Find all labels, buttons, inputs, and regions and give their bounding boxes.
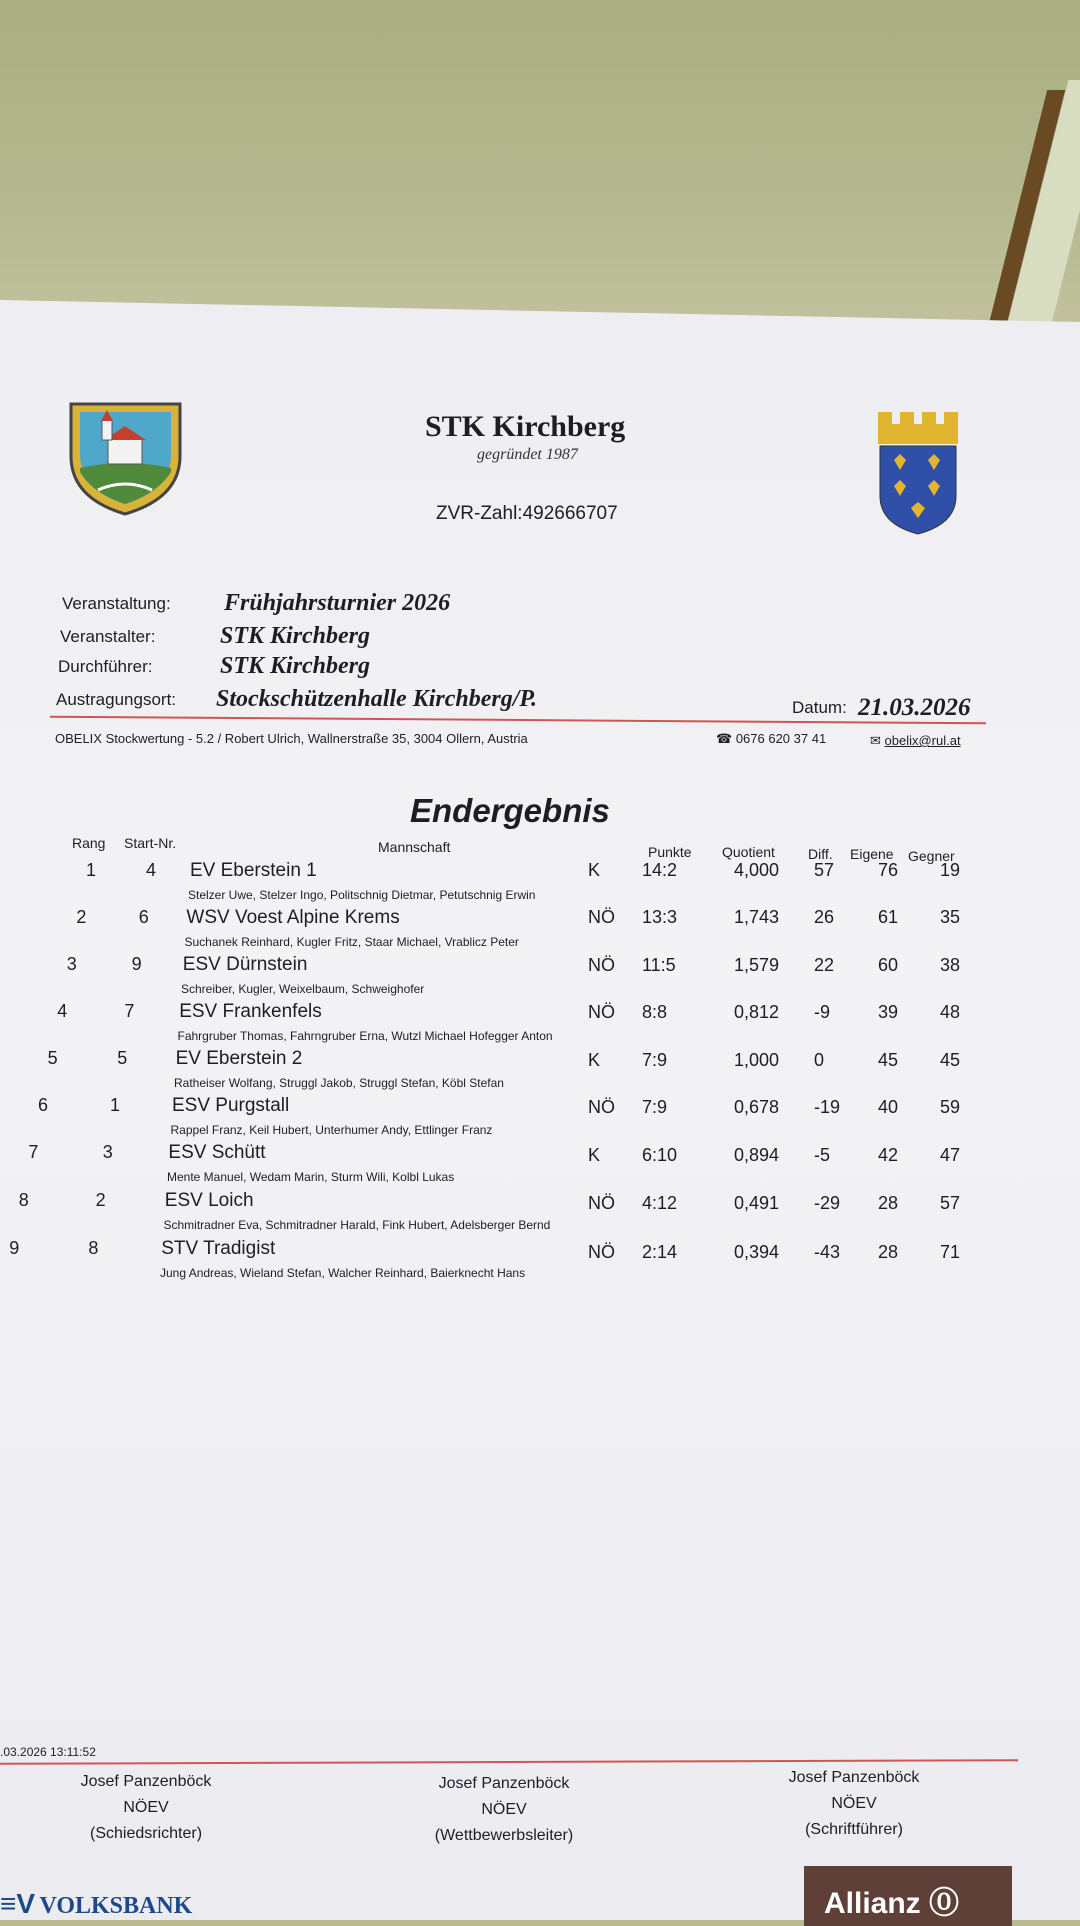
volksbank-label: VOLKSBANK	[39, 1893, 193, 1919]
signature-wettbewerbsleiter	[394, 1771, 614, 1849]
result-punkte: 2:14	[642, 1241, 678, 1262]
result-gegner: 38	[940, 954, 961, 975]
result-team: EV Eberstein 1	[190, 860, 317, 881]
phone-contact	[716, 731, 826, 747]
allianz-label: Allianz	[824, 1887, 921, 1920]
result-rang: 5	[47, 1048, 58, 1068]
team-members: Stelzer Uwe, Stelzer Ingo, Politschnig Dietmar, Petutschnig Erwin	[188, 888, 536, 902]
print-timestamp: .03.2026 13:11:52	[0, 1745, 96, 1759]
austragungsort-label: Austragungsort:	[56, 690, 177, 709]
signature-schriftfuehrer	[744, 1765, 964, 1843]
background-wall	[0, 0, 1080, 340]
result-eigene: 28	[878, 1241, 899, 1262]
result-diff: -29	[814, 1193, 841, 1214]
result-start: 8	[88, 1238, 99, 1258]
result-punkte: 6:10	[642, 1144, 678, 1165]
result-punkte: 7:9	[642, 1097, 668, 1118]
signature-org: NÖEV	[123, 1799, 169, 1816]
column-rang: Rang	[72, 835, 106, 851]
mail-icon: ✉	[870, 733, 885, 748]
result-start: 2	[95, 1190, 106, 1210]
team-members: Rappel Franz, Keil Hubert, Unterhumer Andy, Ettlinger Franz	[170, 1123, 493, 1137]
result-rang: 3	[66, 954, 77, 974]
veranstalter-value: STK Kirchberg	[220, 623, 371, 649]
result-gegner: 48	[940, 1002, 961, 1023]
result-quotient: 1,000	[734, 1049, 780, 1070]
team-members: Mente Manuel, Wedam Marin, Sturm Wili, Kolbl Lukas	[167, 1170, 455, 1184]
result-gegner: 35	[940, 907, 961, 928]
result-quotient: 0,491	[734, 1193, 780, 1214]
result-punkte: 11:5	[642, 954, 676, 975]
result-quotient: 1,579	[734, 954, 780, 975]
result-team: ESV Schütt	[168, 1142, 266, 1163]
result-punkte: 7:9	[642, 1049, 668, 1070]
result-sheet	[0, 300, 1080, 1920]
volksbank-v-icon: ≡V	[0, 1888, 36, 1919]
result-quotient: 0,394	[734, 1241, 780, 1262]
result-eigene: 28	[878, 1193, 899, 1214]
result-rang: 1	[86, 860, 97, 880]
result-rang: 6	[38, 1095, 49, 1115]
club-name: STK Kirchberg	[425, 410, 626, 443]
veranstalter-label: Veranstalter:	[60, 627, 156, 646]
column-diff: Diff.	[808, 846, 833, 862]
phone-number: 0676 620 37 41	[735, 731, 827, 746]
result-team: EV Eberstein 2	[175, 1048, 303, 1069]
datum-value: 21.03.2026	[858, 694, 971, 721]
result-quotient: 0,678	[734, 1097, 780, 1118]
column-quotient: Quotient	[722, 844, 775, 860]
result-eigene: 39	[878, 1002, 899, 1023]
result-team: ESV Loich	[164, 1190, 254, 1211]
result-diff: -5	[814, 1144, 831, 1165]
result-rang: 2	[76, 907, 87, 927]
lower-austria-coat-of-arms-icon	[876, 412, 960, 536]
result-punkte: 4:12	[642, 1193, 678, 1214]
result-diff: 0	[814, 1049, 825, 1070]
result-team: STV Tradigist	[161, 1238, 276, 1259]
result-eigene: 76	[878, 860, 899, 880]
column-eigene: Eigene	[850, 846, 894, 862]
result-rang: 8	[18, 1190, 29, 1210]
column-gegner: Gegner	[908, 848, 955, 864]
datum-label: Datum:	[792, 698, 847, 717]
veranstaltung-value: Frühjahrsturnier 2026	[224, 590, 451, 616]
team-members: Suchanek Reinhard, Kugler Fritz, Staar Michael, Vrablicz Peter	[184, 935, 519, 949]
result-gegner: 19	[940, 860, 961, 880]
result-diff: -43	[814, 1241, 841, 1262]
phone-icon: ☎	[716, 731, 736, 746]
column-team: Mannschaft	[378, 839, 451, 855]
result-region: K	[588, 1049, 601, 1070]
result-region: NÖ	[588, 907, 615, 928]
result-region: K	[588, 1144, 601, 1165]
result-quotient: 0,894	[734, 1144, 780, 1165]
signature-role: (Wettbewerbsleiter)	[434, 1827, 574, 1844]
kirchberg-coat-of-arms-icon	[68, 398, 183, 518]
result-diff: 57	[814, 860, 835, 880]
team-members: Jung Andreas, Wieland Stefan, Walcher Reinhard, Baierknecht Hans	[160, 1266, 526, 1280]
signature-name: Josef Panzenböck	[438, 1775, 570, 1792]
software-credit: OBELIX Stockwertung - 5.2 / Robert Ulrich, Wallnerstraße 35, 3004 Ollern, Austria	[55, 731, 528, 746]
result-rang: 9	[9, 1238, 20, 1258]
club-founded: gegründet 1987	[477, 446, 578, 463]
result-eigene: 40	[878, 1097, 899, 1118]
result-region: NÖ	[588, 1002, 615, 1023]
result-start: 7	[124, 1001, 135, 1021]
result-rang: 4	[57, 1001, 68, 1021]
result-diff: -9	[814, 1002, 831, 1023]
result-diff: 22	[814, 954, 835, 975]
austragungsort-value: Stockschützenhalle Kirchberg/P.	[216, 686, 537, 712]
result-team: ESV Dürnstein	[182, 954, 308, 975]
result-gegner: 71	[940, 1241, 961, 1262]
result-start: 6	[138, 907, 149, 927]
team-members: Fahrgruber Thomas, Fahrngruber Erna, Wutzl Michael Hofegger Anton	[177, 1029, 553, 1043]
result-diff: -19	[814, 1097, 841, 1118]
signature-name: Josef Panzenböck	[80, 1773, 212, 1790]
result-quotient: 1,743	[734, 907, 780, 928]
durchfuehrer-label: Durchführer:	[58, 657, 153, 676]
allianz-logo	[804, 1866, 1012, 1926]
column-start: Start-Nr.	[124, 835, 177, 851]
result-region: K	[588, 860, 601, 880]
result-start: 5	[117, 1048, 128, 1068]
column-punkte: Punkte	[648, 844, 692, 860]
signature-org: NÖEV	[831, 1795, 877, 1812]
email-contact	[870, 733, 961, 749]
allianz-eagle-icon: ⓪	[929, 1887, 960, 1920]
result-punkte: 13:3	[642, 907, 678, 928]
result-punkte: 8:8	[642, 1002, 668, 1023]
result-eigene: 45	[878, 1049, 899, 1070]
result-eigene: 42	[878, 1144, 899, 1165]
result-team: ESV Frankenfels	[179, 1001, 322, 1022]
result-start: 3	[102, 1142, 113, 1162]
team-members: Schmitradner Eva, Schmitradner Harald, Fink Hubert, Adelsberger Bernd	[163, 1218, 551, 1232]
result-region: NÖ	[588, 1193, 615, 1214]
email-link[interactable]: obelix@rul.at	[884, 733, 961, 748]
result-region: NÖ	[588, 1097, 615, 1118]
volksbank-logo	[0, 1888, 192, 1920]
signature-org: NÖEV	[481, 1801, 527, 1818]
page-title: Endergebnis	[410, 792, 610, 829]
result-punkte: 14:2	[642, 860, 678, 880]
result-team: ESV Purgstall	[172, 1095, 290, 1116]
result-team: WSV Voest Alpine Krems	[186, 907, 400, 928]
signature-schiedsrichter	[36, 1769, 256, 1847]
signature-role: (Schiedsrichter)	[89, 1825, 203, 1842]
result-gegner: 57	[940, 1193, 961, 1214]
result-start: 1	[110, 1095, 121, 1115]
veranstaltung-label: Veranstaltung:	[62, 594, 171, 613]
signature-name: Josef Panzenböck	[788, 1769, 920, 1786]
team-members: Ratheiser Wolfang, Struggl Jakob, Struggl Stefan, Köbl Stefan	[174, 1076, 504, 1090]
result-gegner: 45	[940, 1049, 961, 1070]
result-rang: 7	[28, 1142, 39, 1162]
zvr-number: ZVR-Zahl:492666707	[436, 503, 618, 524]
result-gegner: 47	[940, 1144, 961, 1165]
team-members: Schreiber, Kugler, Weixelbaum, Schweighofer	[181, 982, 425, 996]
signature-role: (Schriftführer)	[805, 1821, 903, 1838]
result-start: 4	[146, 860, 157, 880]
result-region: NÖ	[588, 1241, 615, 1262]
result-eigene: 60	[878, 954, 899, 975]
result-diff: 26	[814, 907, 835, 928]
result-start: 9	[131, 954, 142, 974]
result-quotient: 0,812	[734, 1002, 780, 1023]
result-quotient: 4,000	[734, 860, 780, 880]
result-eigene: 61	[878, 907, 899, 928]
durchfuehrer-value: STK Kirchberg	[220, 653, 371, 679]
result-gegner: 59	[940, 1097, 961, 1118]
result-region: NÖ	[588, 954, 615, 975]
